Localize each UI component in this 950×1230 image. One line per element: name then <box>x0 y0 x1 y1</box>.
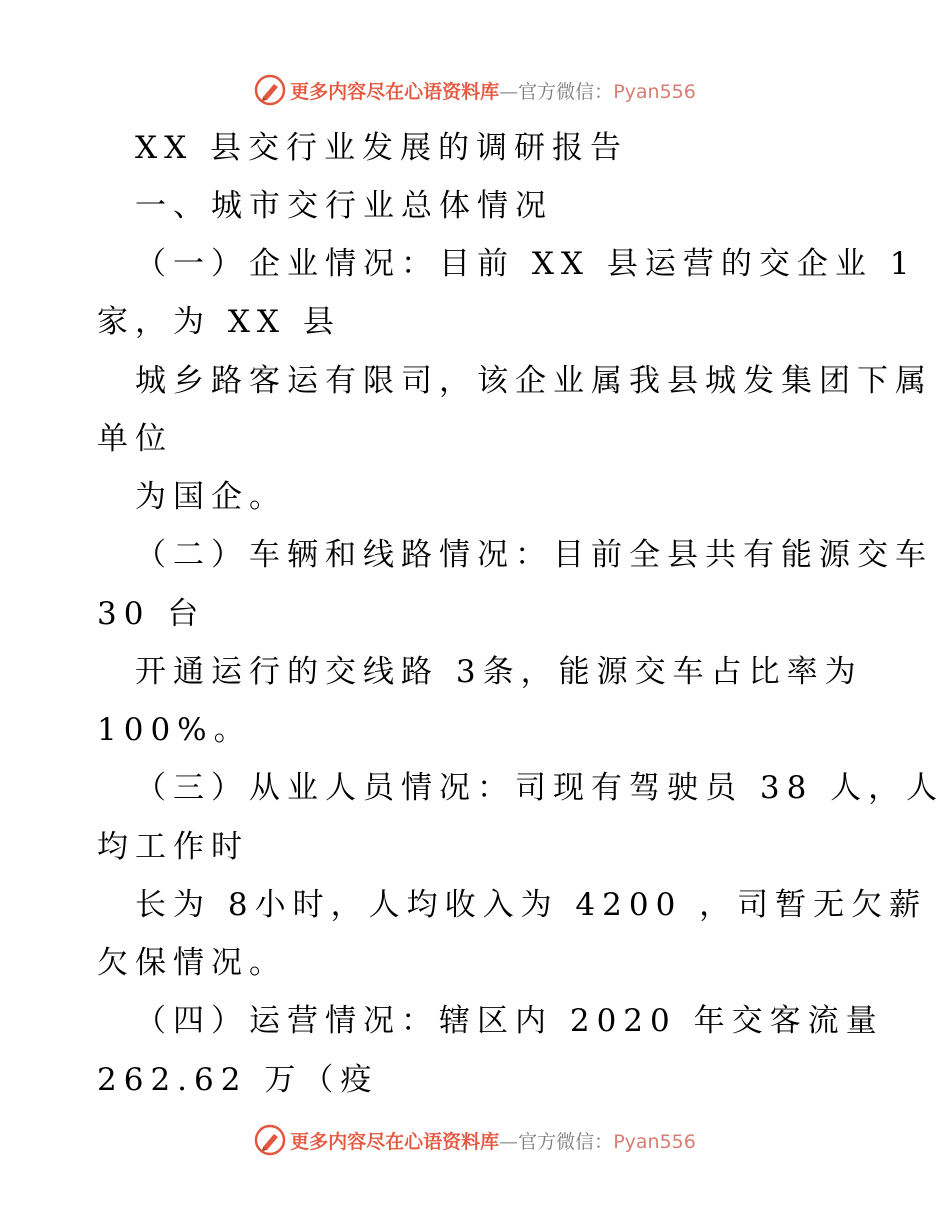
paragraph-line: 30 台 <box>97 596 206 632</box>
watermark-account-label: 官方微信： <box>518 80 614 103</box>
watermark-dash: — <box>499 80 519 103</box>
watermark-text <box>290 1127 696 1154</box>
paragraph-line: （四）运营情况：辖区内 2020 年交客流量 <box>135 1003 884 1039</box>
paragraph-line: 100%。 <box>97 712 252 748</box>
watermark-banner-bottom <box>0 1120 950 1160</box>
paragraph-line: 家，为 XX 县 <box>97 304 341 340</box>
pen-logo-icon <box>254 74 286 106</box>
watermark-account-label: 官方微信： <box>518 1130 614 1153</box>
paragraph-line: 单位 <box>97 421 173 457</box>
watermark-site-text: 更多内容尽在心语资料库 <box>290 80 500 103</box>
paragraph-line: 城乡路客运有限司，该企业属我县城发集团下属 <box>135 363 933 399</box>
paragraph-line: （二）车辆和线路情况：目前全县共有能源交车 <box>135 537 933 573</box>
paragraph-line: （一）企业情况：目前 XX 县运营的交企业 1 <box>135 246 917 282</box>
paragraph-line: 长为 8小时，人均收入为 4200 ，司暂无欠薪 <box>135 887 928 923</box>
pen-logo-icon <box>254 1124 286 1156</box>
paragraph-line: 开通运行的交线路 3条，能源交车占比率为 <box>135 654 863 690</box>
paragraph-line: （三）从业人员情况：司现有驾驶员 38 人，人 <box>135 770 945 806</box>
paragraph-line: 262.62 万（疫 <box>97 1062 379 1098</box>
watermark-account-id: Pyan556 <box>613 1130 696 1153</box>
watermark-site-text: 更多内容尽在心语资料库 <box>290 1130 500 1153</box>
watermark-dash: — <box>499 1130 519 1153</box>
paragraph-line: 均工作时 <box>97 829 249 865</box>
section-heading: 一、城市交行业总体情况 <box>135 188 553 224</box>
paragraph-line: 为国企。 <box>135 479 287 515</box>
paragraph-line: 欠保情况。 <box>97 945 287 981</box>
document-title: XX 县交行业发展的调研报告 <box>135 130 628 166</box>
watermark-account-id: Pyan556 <box>613 80 696 103</box>
watermark-banner-top <box>0 70 950 110</box>
watermark-text <box>290 77 696 104</box>
